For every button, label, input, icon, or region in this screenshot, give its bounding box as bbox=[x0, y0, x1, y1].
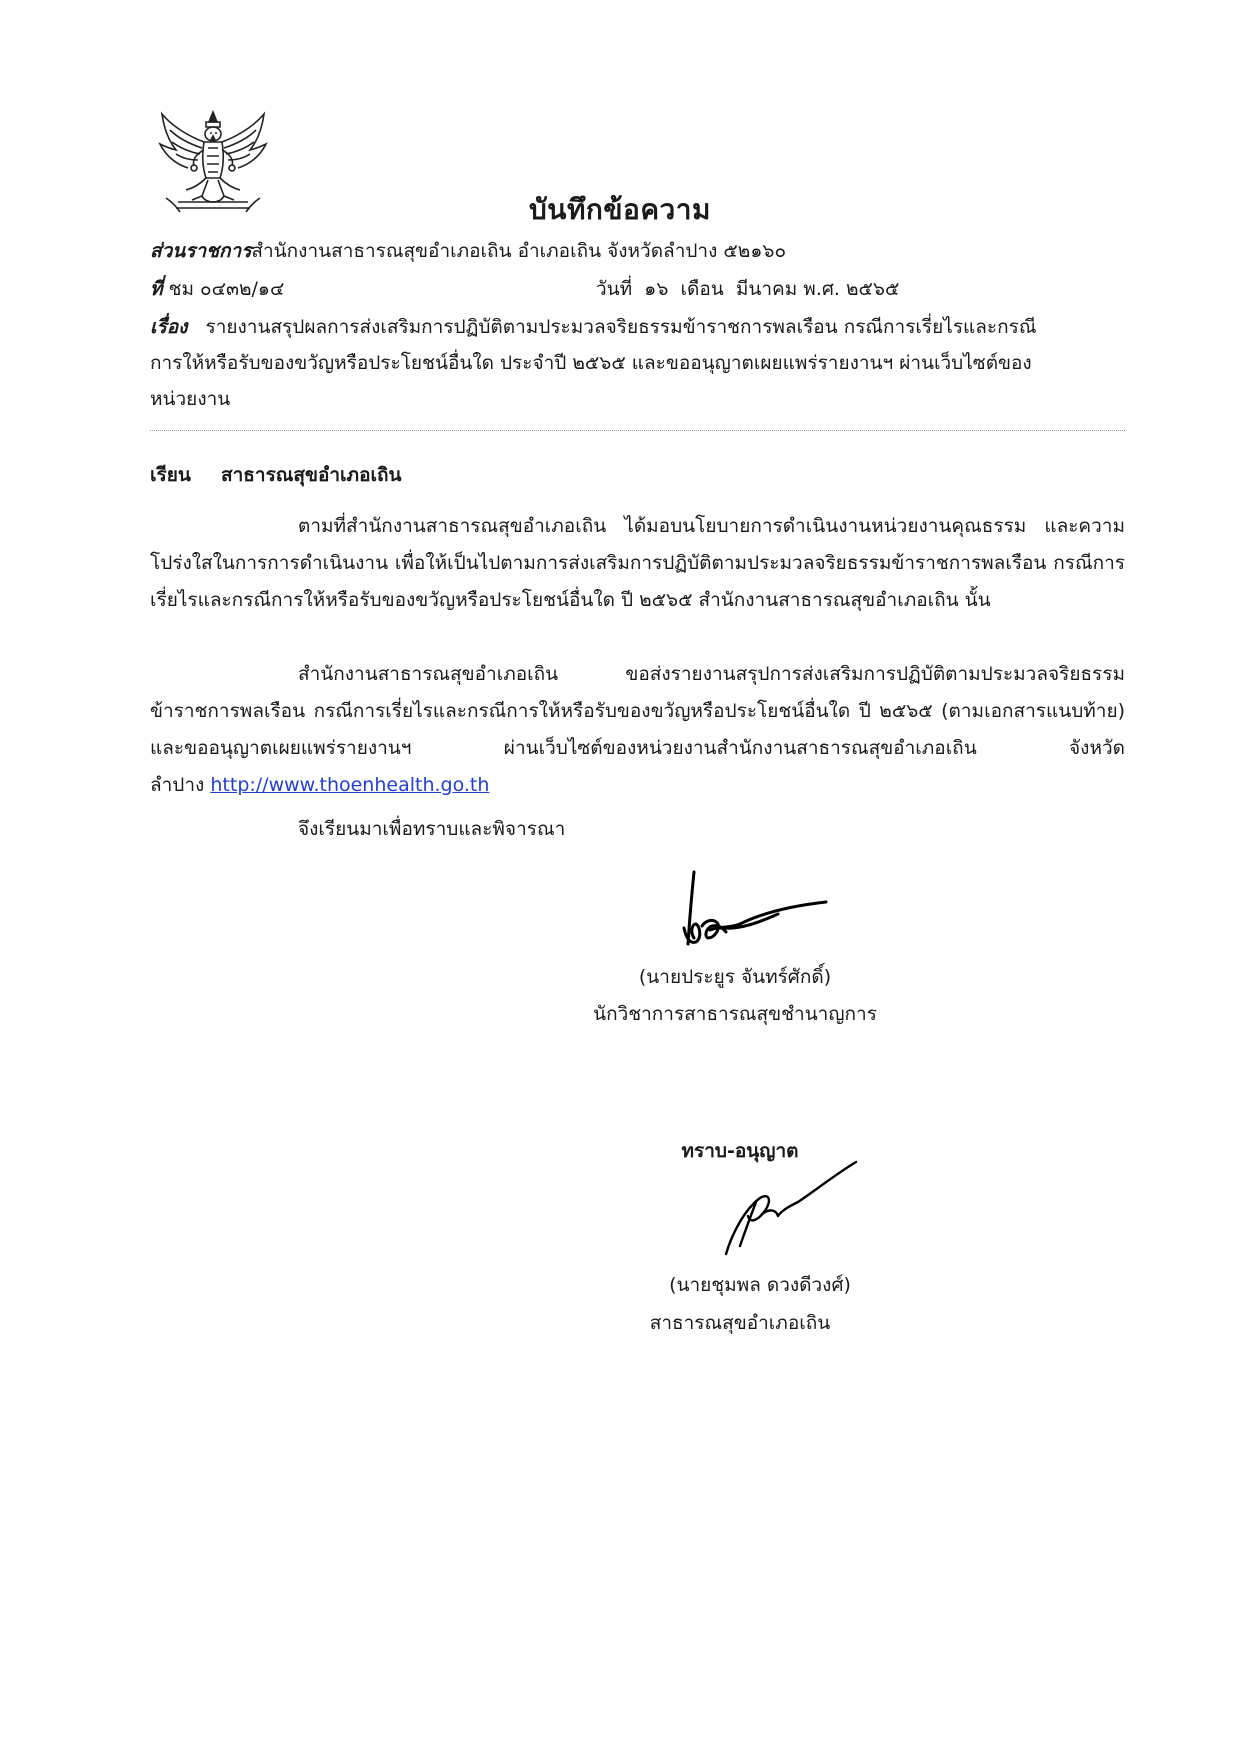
subject-line-3 bbox=[150, 384, 230, 414]
date-month: มีนาคม bbox=[735, 278, 798, 300]
approval-label: ทราบ-อนุญาต bbox=[681, 1140, 799, 1162]
agency-label: ส่วนราชการ bbox=[150, 240, 252, 262]
closing-text: จึงเรียนมาเพื่อทราบและพิจารณา bbox=[298, 818, 566, 840]
subject-text-3: หน่วยงาน bbox=[150, 388, 231, 410]
date-label: วันที่ bbox=[596, 278, 633, 300]
header-divider bbox=[150, 430, 1125, 431]
signer2-position: สาธารณสุขอำเภอเถิน bbox=[649, 1312, 831, 1334]
date-line bbox=[596, 274, 899, 304]
closing-line bbox=[298, 814, 565, 844]
body-paragraph-1 bbox=[150, 508, 1125, 619]
agency-value: สำนักงานสาธารณสุขอำเภอเถิน อำเภอเถิน จังหวัดลำปาง ๕๒๑๖๐ bbox=[251, 240, 787, 262]
subject-text-1: รายงานสรุปผลการส่งเสริมการปฏิบัติตามประมวลจริยธรรมข้าราชการพลเรือน กรณีการเรี่ยไรและกรณี bbox=[205, 316, 1037, 338]
signature-2 bbox=[720, 1158, 860, 1258]
signature-1 bbox=[680, 868, 830, 958]
date-year: ๒๕๖๕ bbox=[846, 278, 900, 300]
signer2-name: (นายชุมพล ดวงดีวงศ์) bbox=[669, 1274, 851, 1296]
ref-value: ชม ๐๔๓๒/๑๔ bbox=[168, 278, 285, 300]
memo-title: บันทึกข้อความ bbox=[529, 193, 711, 226]
recipient-line bbox=[150, 460, 401, 490]
subject-text-2: การให้หรือรับของขวัญหรือประโยชน์อื่นใด ประจำปี ๒๕๖๕ และขออนุญาตเผยแพร่รายงานฯ ผ่านเว็บไซต์ของ bbox=[150, 352, 1032, 374]
signer1-name: (นายประยูร จันทร์ศักดิ์) bbox=[638, 966, 832, 988]
signer1-position: นักวิชาการสาธารณสุขชำนาญการ bbox=[593, 1003, 877, 1025]
date-day: ๑๖ bbox=[644, 278, 669, 300]
body-paragraph-2 bbox=[150, 656, 1125, 804]
recipient-label: เรียน bbox=[150, 464, 191, 486]
recipient-value: สาธารณสุขอำเภอเถิน bbox=[221, 464, 402, 486]
date-year-label: พ.ศ. bbox=[803, 278, 840, 300]
para2-text: สำนักงานสาธารณสุขอำเภอเถิน ขอส่งรายงานสรุปการส่งเสริมการปฏิบัติตามประมวลจริยธรรมข้าราชการพลเรือน กรณีการเรี่ยไรและกรณีการให้หรือรับของขวัญหรือประโยชน์อื่นใด ปี ๒๕๖๕ (ตามเอกสารแนบท้าย) และขออนุญาตเผยแพร่รายงานฯ ผ่านเว็บไซต์ของหน่วยงานสำนักงานสาธารณสุขอำเภอเถิน จังหวัดลำปาง bbox=[150, 663, 1125, 796]
subject-label: เรื่อง bbox=[150, 316, 188, 338]
website-link[interactable]: http://www.thoenhealth.go.th bbox=[210, 774, 490, 796]
ref-label: ที่ bbox=[150, 278, 163, 300]
para1-text: ตามที่สำนักงานสาธารณสุขอำเภอเถิน ได้มอบนโยบายการดำเนินงานหน่วยงานคุณธรรม และความโปร่งใสในการการดำเนินงาน เพื่อให้เป็นไปตามการส่งเสริมการปฏิบัติตามประมวลจริยธรรมข้าราชการพลเรือน กรณีการเรี่ยไรและกรณีการให้หรือรับของขวัญหรือประโยชน์อื่นใด ปี ๒๕๖๕ สำนักงานสาธารณสุขอำเภอเถิน นั้น bbox=[150, 515, 1125, 611]
subject-line-1 bbox=[150, 312, 1036, 342]
subject-line-2 bbox=[150, 348, 1032, 378]
reference-line bbox=[150, 274, 284, 304]
agency-line bbox=[150, 236, 786, 266]
date-month-label: เดือน bbox=[680, 278, 724, 300]
